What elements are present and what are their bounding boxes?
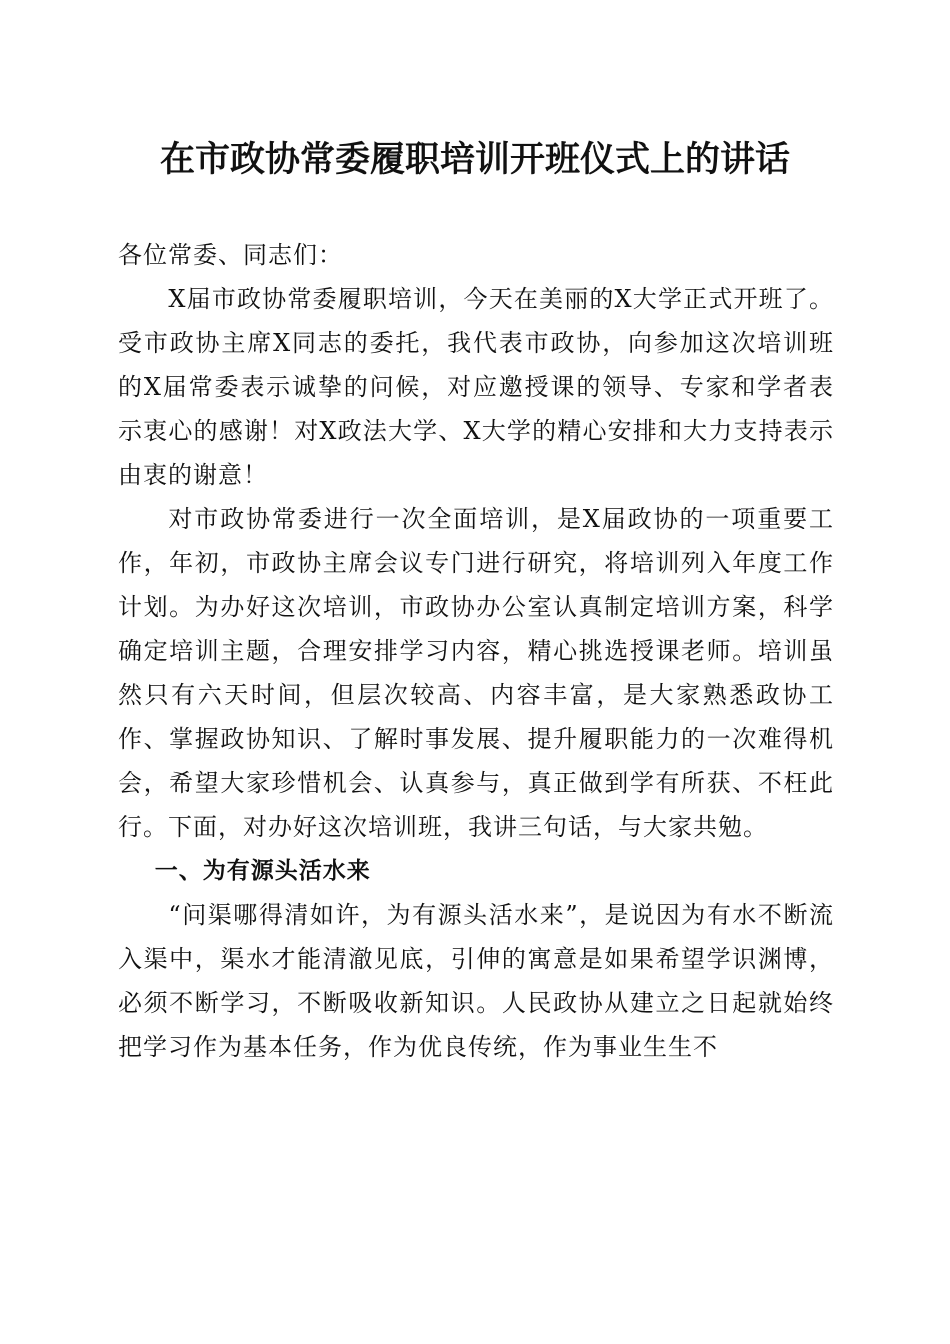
document-title: 在市政协常委履职培训开班仪式上的讲话 [159,139,790,180]
section-paragraph: “问渠哪得清如许，为有源头活水来”，是说因为有水不断流入渠中，渠水才能清澈见底，引伸的寓意是如果希望学识渊博，必须不断学习，不断吸收新知识。人民政协从建立之日起就始终把学习作为基本任务，作为优良传统，作为事业生生不 [118,901,834,1061]
document-body [118,233,834,1069]
greeting-line: 各位常委、同志们： [118,241,343,269]
paragraph-welcome: X届市政协常委履职培训，今天在美丽的X大学正式开班了。受市政协主席X同志的委托，我代表市政协，向参加这次培训班的X届常委表示诚挚的问候，对应邀授课的领导、专家和学者表示衷心的感谢！对X政法大学、X大学的精心安排和大力支持表示由衷的谢意！ [118,285,834,489]
paragraph-training-overview: 对市政协常委进行一次全面培训，是X届政协的一项重要工作，年初，市政协主席会议专门进行研究，将培训列入年度工作计划。为办好这次培训，市政协办公室认真制定培训方案，科学确定培训主题，合理安排学习内容，精心挑选授课老师。培训虽然只有六天时间，但层次较高、内容丰富，是大家熟悉政协工作、掌握政协知识、了解时事发展、提升履职能力的一次难得机会，希望大家珍惜机会、认真参与，真正做到学有所获、不枉此行。下面，对办好这次培训班，我讲三句话，与大家共勉。 [118,505,834,841]
section-heading: 一、为有源头活水来 [154,858,371,884]
